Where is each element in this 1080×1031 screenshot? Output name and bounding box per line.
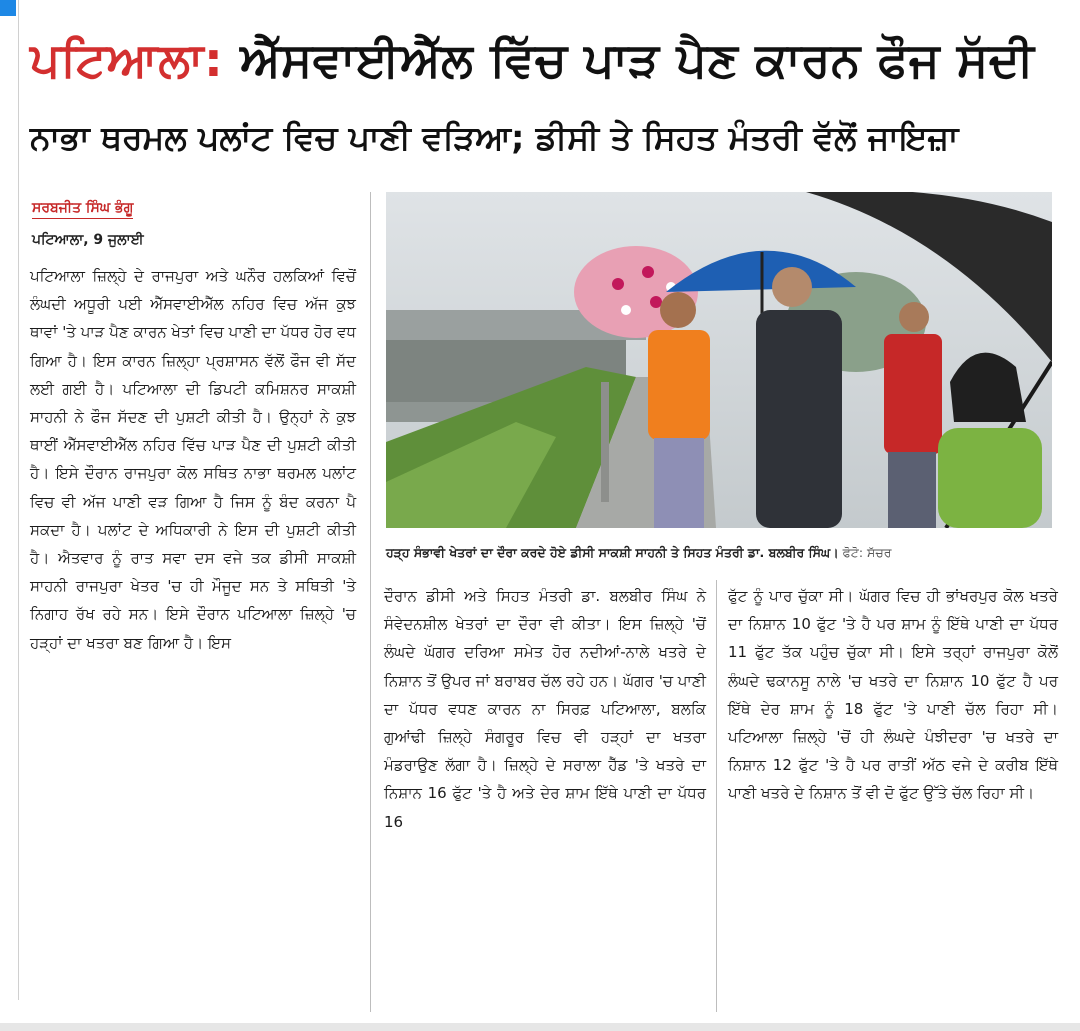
subheadline: ਨਾਭਾ ਥਰਮਲ ਪਲਾਂਟ ਵਿਚ ਪਾਣੀ ਵੜਿਆ; ਡੀਸੀ ਤੇ ਸਿਹਤ ਮੰਤਰੀ ਵੱਲੋਂ ਜਾਇਜ਼ਾ	[30, 118, 959, 157]
photo-caption	[386, 545, 1066, 561]
left-margin-rule	[18, 0, 19, 1000]
byline: ਸਰਬਜੀਤ ਸਿੰਘ ਭੰਗੂ	[32, 200, 133, 219]
corner-marker	[0, 0, 16, 16]
news-photo	[386, 192, 1052, 528]
column-divider	[716, 580, 717, 1012]
dateline: ਪਟਿਆਲਾ, 9 ਜੁਲਾਈ	[32, 232, 144, 248]
article-column-3: ਫੁੱਟ ਨੂੰ ਪਾਰ ਚੁੱਕਾ ਸੀ। ਘੱਗਰ ਵਿਚ ਹੀ ਭਾਂਖਰਪੁਰ ਕੋਲ ਖਤਰੇ ਦਾ ਨਿਸ਼ਾਨ 10 ਫੁੱਟ 'ਤੇ ਹੈ ਪਰ ਸ਼ਾਮ ਨੂੰ ਇੱਥੇ ਪਾਣੀ ਦਾ ਪੱਧਰ 11 ਫੁੱਟ ਤੱਕ ਪਹੁੰਚ ਚੁੱਕਾ ਸੀ। ਇਸੇ ਤਰ੍ਹਾਂ ਰਾਜਪੁਰਾ ਕੋਲੋਂ ਲੰਘਦੇ ਢਕਾਨਸੂ ਨਾਲੇ 'ਚ ਖਤਰੇ ਦਾ ਨਿਸ਼ਾਨ 10 ਫੁੱਟ ਹੈ ਪਰ ਇੱਥੇ ਦੇਰ ਸ਼ਾਮ ਨੂੰ 18 ਫੁੱਟ 'ਤੇ ਪਾਣੀ ਚੱਲ ਰਿਹਾ ਸੀ। ਪਟਿਆਲਾ ਜ਼ਿਲ੍ਹੇ 'ਚੋਂ ਹੀ ਲੰਘਦੇ ਪੰਝੀਦਰਾ 'ਚ ਖਤਰੇ ਦਾ ਨਿਸ਼ਾਨ 12 ਫੁੱਟ 'ਤੇ ਹੈ ਪਰ ਰਾਤੀਂ ਅੱਠ ਵਜੇ ਦੇ ਕਰੀਬ ਇੱਥੇ ਪਾਣੀ ਖਤਰੇ ਦੇ ਨਿਸ਼ਾਨ ਤੋਂ ਵੀ ਦੋ ਫੁੱਟ ਉੱਤੇ ਚੱਲ ਰਿਹਾ ਸੀ।	[728, 587, 1058, 803]
column-divider	[370, 192, 371, 1012]
headline-place: ਪਟਿਆਲਾ	[30, 33, 204, 88]
photo-credit: ਫੋਟੋ: ਸੱਚਰ	[842, 545, 892, 560]
headline	[30, 24, 1070, 98]
headline-colon: :	[203, 33, 241, 88]
photo-caption-text: ਹੜ੍ਹ ਸੰਭਾਵੀ ਖੇਤਰਾਂ ਦਾ ਦੌਰਾ ਕਰਦੇ ਹੋਏ ਡੀਸੀ ਸਾਕਸ਼ੀ ਸਾਹਨੀ ਤੇ ਸਿਹਤ ਮੰਤਰੀ ਡਾ. ਬਲਬੀਰ ਸਿੰਘ।	[386, 545, 839, 560]
bottom-edge	[0, 1023, 1080, 1031]
article-column-2: ਦੌਰਾਨ ਡੀਸੀ ਅਤੇ ਸਿਹਤ ਮੰਤਰੀ ਡਾ. ਬਲਬੀਰ ਸਿੰਘ ਨੇ ਸੰਵੇਦਨਸ਼ੀਲ ਖੇਤਰਾਂ ਦਾ ਦੌਰਾ ਵੀ ਕੀਤਾ। ਇਸ ਜ਼ਿਲ੍ਹੇ 'ਚੋਂ ਲੰਘਦੇ ਘੱਗਰ ਦਰਿਆ ਸਮੇਤ ਹੋਰ ਨਦੀਆਂ-ਨਾਲੇ ਖਤਰੇ ਦੇ ਨਿਸ਼ਾਨ ਤੋਂ ਉਪਰ ਜਾਂ ਬਰਾਬਰ ਚੱਲ ਰਹੇ ਹਨ। ਘੱਗਰ 'ਚ ਪਾਣੀ ਦਾ ਪੱਧਰ ਵਧਣ ਕਾਰਨ ਨਾ ਸਿਰਫ਼ ਪਟਿਆਲਾ, ਬਲਕਿ ਗੁਆਂਢੀ ਜ਼ਿਲ੍ਹੇ ਸੰਗਰੂਰ ਵਿਚ ਵੀ ਹੜ੍ਹਾਂ ਦਾ ਖਤਰਾ ਮੰਡਰਾਉਣ ਲੱਗਾ ਹੈ। ਜ਼ਿਲ੍ਹੇ ਦੇ ਸਰਾਲਾ ਹੈੱਡ 'ਤੇ ਖਤਰੇ ਦਾ ਨਿਸ਼ਾਨ 16 ਫੁੱਟ 'ਤੇ ਹੈ ਅਤੇ ਦੇਰ ਸ਼ਾਮ ਇੱਥੇ ਪਾਣੀ ਦਾ ਪੱਧਰ 16	[384, 587, 706, 831]
news-photo-illustration	[386, 192, 1052, 528]
article-column-1: ਪਟਿਆਲਾ ਜ਼ਿਲ੍ਹੇ ਦੇ ਰਾਜਪੁਰਾ ਅਤੇ ਘਨੌਰ ਹਲਕਿਆਂ ਵਿਚੋਂ ਲੰਘਦੀ ਅਧੂਰੀ ਪਈ ਐੱਸਵਾਈਐੱਲ ਨਹਿਰ ਵਿਚ ਅੱਜ ਕੁਝ ਥਾਵਾਂ 'ਤੇ ਪਾੜ ਪੈਣ ਕਾਰਨ ਖੇਤਾਂ ਵਿਚ ਪਾਣੀ ਦਾ ਪੱਧਰ ਹੋਰ ਵਧ ਗਿਆ ਹੈ। ਇਸ ਕਾਰਨ ਜ਼ਿਲ੍ਹਾ ਪ੍ਰਸ਼ਾਸਨ ਵੱਲੋਂ ਫੌਜ ਵੀ ਸੱਦ ਲਈ ਗਈ ਹੈ। ਪਟਿਆਲਾ ਦੀ ਡਿਪਟੀ ਕਮਿਸ਼ਨਰ ਸਾਕਸ਼ੀ ਸਾਹਨੀ ਨੇ ਫੌਜ ਸੱਦਣ ਦੀ ਪੁਸ਼ਟੀ ਕੀਤੀ ਹੈ। ਉਨ੍ਹਾਂ ਨੇ ਕੁਝ ਥਾਈਂ ਐੱਸਵਾਈਐੱਲ ਨਹਿਰ ਵਿੱਚ ਪਾੜ ਪੈਣ ਦੀ ਪੁਸ਼ਟੀ ਕੀਤੀ ਹੈ। ਇਸੇ ਦੌਰਾਨ ਰਾਜਪੁਰਾ ਕੋਲ ਸਥਿਤ ਨਾਭਾ ਥਰਮਲ ਪਲਾਂਟ ਵਿਚ ਵੀ ਅੱਜ ਪਾਣੀ ਵੜ ਗਿਆ ਹੈ ਜਿਸ ਨੂੰ ਬੰਦ ਕਰਨਾ ਪੈ ਸਕਦਾ ਹੈ। ਪਲਾਂਟ ਦੇ ਅਧਿਕਾਰੀ ਨੇ ਇਸ ਦੀ ਪੁਸ਼ਟੀ ਕੀਤੀ ਹੈ। ਐਤਵਾਰ ਨੂੰ ਰਾਤ ਸਵਾ ਦਸ ਵਜੇ ਤਕ ਡੀਸੀ ਸਾਕਸ਼ੀ ਸਾਹਨੀ ਰਾਜਪੁਰਾ ਖੇਤਰ 'ਚ ਹੀ ਮੌਜੂਦ ਸਨ ਤੇ ਸਥਿਤੀ 'ਤੇ ਨਿਗਾਹ ਰੱਖ ਰਹੇ ਸਨ। ਇਸੇ ਦੌਰਾਨ ਪਟਿਆਲਾ ਜ਼ਿਲ੍ਹੇ 'ਚ ਹੜ੍ਹਾਂ ਦਾ ਖਤਰਾ ਬਣ ਗਿਆ ਹੈ। ਇਸ	[30, 267, 356, 652]
headline-text: ਐੱਸਵਾਈਐੱਲ ਵਿੱਚ ਪਾੜ ਪੈਣ ਕਾਰਨ ਫੌਜ ਸੱਦੀ	[240, 33, 1035, 88]
